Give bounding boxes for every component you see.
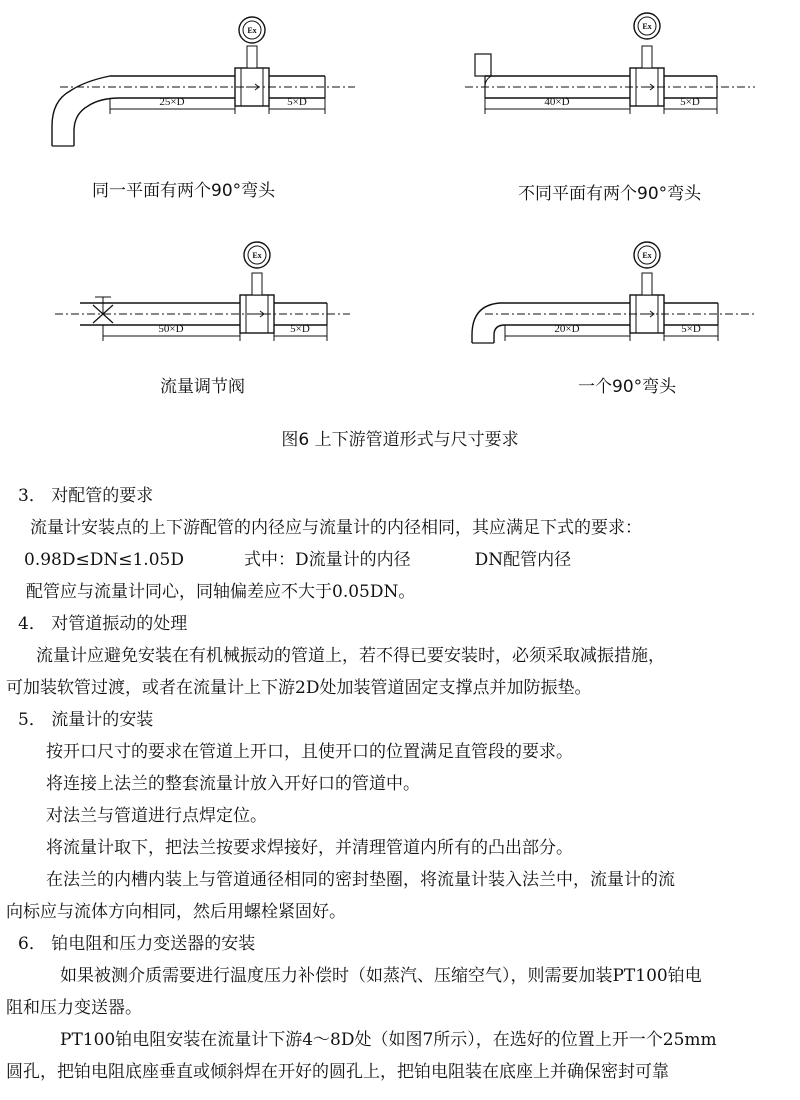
upstream-length: 50×D [158,323,184,335]
diagram-one-bend [460,235,780,355]
section-5-para-4: 将流量计取下，把法兰按要求焊接好，并清理管道内所有的凸出部分。 [46,838,573,858]
section-4-para-line-1: 流量计应避免安装在有机械振动的管道上，若不得已要安装时，必须采取减振措施， [36,646,665,666]
downstream-length: 5×D [287,96,307,108]
section-3-para-1: 流量计安装点的上下游配管的内径应与流量计的内径相同，其应满足下式的要求： [30,518,642,538]
ex-label: Ex [642,22,652,31]
formula: 0.98D≤DN≤1.05D [24,550,184,570]
upstream-length: 40×D [544,96,570,108]
section-3-heading: 3． 对配管的要求 [18,486,154,506]
section-6-para-2-line-1: PT100铂电阻安装在流量计下游4～8D处（如图7所示），在选好的位置上开一个25mm [60,1030,717,1050]
figure-6 [0,0,800,460]
pipe-diagram [455,6,775,126]
section-6-heading: 6． 铂电阻和压力变送器的安装 [18,934,256,954]
section-6-para-1-line-1: 如果被测介质需要进行温度压力补偿时（如蒸汽、压缩空气），则需要加装PT100铂电 [60,966,702,986]
caption-1: 同一平面有两个90°弯头 [92,181,276,201]
section-6-para-1-line-2: 阻和压力变送器。 [6,998,142,1018]
upstream-length: 20×D [554,323,580,335]
pipe-diagram [460,235,780,355]
section-5-para-5-line-1: 在法兰的内槽内装上与管道通径相同的密封垫圈，将流量计装入法兰中，流量计的流 [46,870,675,890]
diagram-two-bends-diff-plane [455,6,775,126]
figure-title: 图6 上下游管道形式与尺寸要求 [281,430,519,450]
ex-label: Ex [252,251,262,260]
section-4-para-line-2: 可加装软管过渡，或者在流量计上下游2D处加装管道固定支撑点并加防振垫。 [6,678,592,698]
diagram-flow-valve [55,235,355,355]
formula-note-d: 式中：D流量计的内径 [243,550,411,570]
formula-line [24,548,571,572]
section-5-para-5-line-2: 向标应与流体方向相同，然后用螺栓紧固好。 [6,902,346,922]
section-5-para-3: 对法兰与管道进行点焊定位。 [46,806,267,826]
section-6-para-2-line-2: 圆孔，把铂电阻底座垂直或倾斜焊在开好的圆孔上，把铂电阻装在底座上并确保密封可靠 [6,1062,669,1082]
upstream-length: 25×D [159,96,185,108]
downstream-length: 5×D [680,96,700,108]
caption-3: 流量调节阀 [160,377,245,397]
diagram-two-bends-same-plane [40,6,370,156]
pipe-diagram [55,235,355,355]
caption-2: 不同平面有两个90°弯头 [518,184,702,204]
section-5-para-2: 将连接上法兰的整套流量计放入开好口的管道中。 [46,774,420,794]
ex-label: Ex [642,251,652,260]
section-4-heading: 4． 对管道振动的处理 [18,614,188,634]
section-5-para-1: 按开口尺寸的要求在管道上开口，且使开口的位置满足直管段的要求。 [46,742,573,762]
section-3-para-2: 配管应与流量计同心，同轴偏差应不大于0.05DN。 [26,582,416,602]
downstream-length: 5×D [290,323,310,335]
caption-4: 一个90°弯头 [578,377,677,397]
pipe-diagram [40,6,370,156]
downstream-length: 5×D [681,323,701,335]
section-5-heading: 5． 流量计的安装 [18,710,154,730]
ex-label: Ex [247,26,257,35]
formula-note-dn: DN配管内径 [474,550,572,570]
